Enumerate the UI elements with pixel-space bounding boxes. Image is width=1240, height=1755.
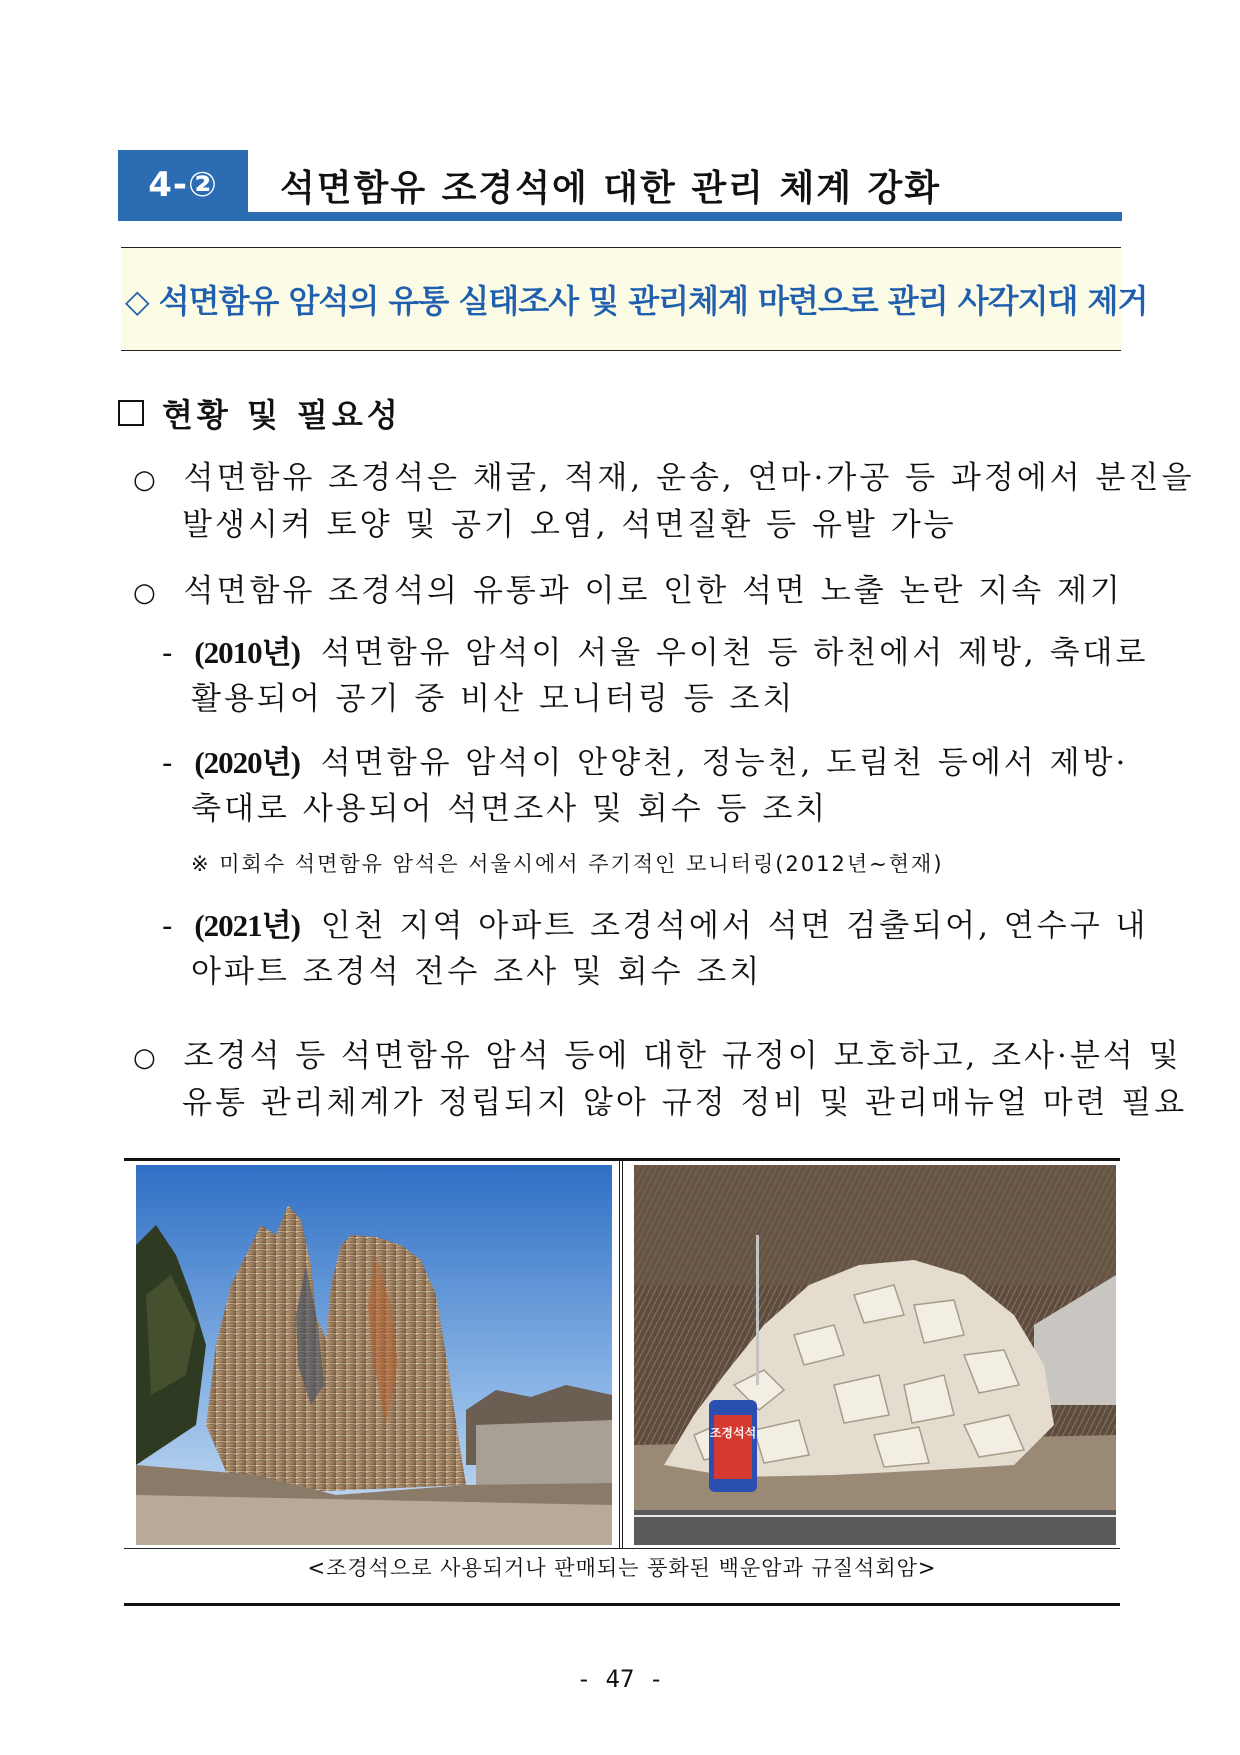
subitem-2020-line-1 (162, 743, 1128, 783)
bullet-2-line-1 (133, 571, 1123, 613)
subitem-2020-line-2: 축대로 사용되어 석면조사 및 회수 등 조치 (191, 791, 829, 827)
bullet-3-line-2: 유통 관리체계가 정립되지 않아 규정 정비 및 관리매뉴얼 마련 필요 (182, 1085, 1188, 1121)
section-number-badge: 4-② (118, 150, 248, 220)
subitem-2021-line-1 (162, 906, 1148, 946)
year-2020: (2020년) (194, 745, 300, 780)
photo-siliceous-limestone (634, 1165, 1116, 1545)
sign-text: 조경석석 (709, 1426, 757, 1440)
bullet-1-line-1 (133, 458, 1194, 500)
subitem-2010-line-2: 활용되어 공기 중 비산 모니터링 등 조치 (191, 681, 796, 717)
dash-bullet: - (162, 745, 176, 781)
subitem-2010-text-1: 석면함유 암석이 서울 우이천 등 하천에서 제방, 축대로 (320, 635, 1149, 671)
circle-bullet-icon: ○ (133, 465, 159, 495)
page-number: - 47 - (576, 1665, 664, 1693)
bullet-2-text-1: 석면함유 조경석의 유통과 이로 인한 석면 노출 논란 지속 제기 (183, 573, 1123, 609)
section-title: 석면함유 조경석에 대한 관리 체계 강화 (280, 167, 942, 209)
figure-bottom-rule (124, 1603, 1120, 1606)
bullet-1-line-2: 발생시켜 토양 및 공기 오염, 석면질환 등 유발 가능 (182, 507, 957, 543)
bullet-1-text-1: 석면함유 조경석은 채굴, 적재, 운송, 연마·가공 등 과정에서 분진을 (183, 460, 1195, 496)
note-text: ※ 미회수 석면함유 암석은 서울시에서 주기적인 모니터링(2012년∼현재) (191, 852, 944, 876)
section-underline (118, 212, 1122, 221)
figure-caption-rule (124, 1548, 1120, 1549)
subsection-title: 현황 및 필요성 (162, 396, 402, 434)
stone-pile-image (634, 1165, 1116, 1545)
subitem-2010-line-1 (162, 633, 1148, 673)
figure-divider (619, 1161, 623, 1548)
rock-formation-image (136, 1165, 612, 1545)
year-2021: (2021년) (194, 908, 300, 943)
circle-bullet-icon: ○ (133, 578, 159, 608)
bullet-3-line-1 (133, 1036, 1182, 1078)
photo-weathered-dolomite (136, 1165, 612, 1545)
subitem-2021-text-1: 인천 지역 아파트 조경석에서 석면 검출되어, 연수구 내 (320, 908, 1149, 944)
square-bullet-icon (118, 400, 144, 426)
subitem-2021-line-2: 아파트 조경석 전수 조사 및 회수 조치 (191, 954, 763, 990)
summary-box (121, 247, 1148, 351)
subsection-heading (118, 390, 402, 436)
subitem-2020-text-1: 석면함유 암석이 안양천, 정능천, 도림천 등에서 제방· (320, 745, 1129, 781)
figure-caption: <조경석으로 사용되거나 판매되는 풍화된 백운암과 규질석회암> (307, 1556, 937, 1580)
dash-bullet: - (162, 908, 176, 944)
circle-bullet-icon: ○ (133, 1043, 159, 1073)
bullet-3-text-1: 조경석 등 석면함유 암석 등에 대한 규정이 모호하고, 조사·분석 및 (183, 1038, 1182, 1074)
dash-bullet: - (162, 635, 176, 671)
summary-text: ◇ 석면함유 암석의 유통 실태조사 및 관리체계 마련으로 관리 사각지대 제거 (125, 282, 1148, 320)
year-2010: (2010년) (194, 635, 300, 670)
